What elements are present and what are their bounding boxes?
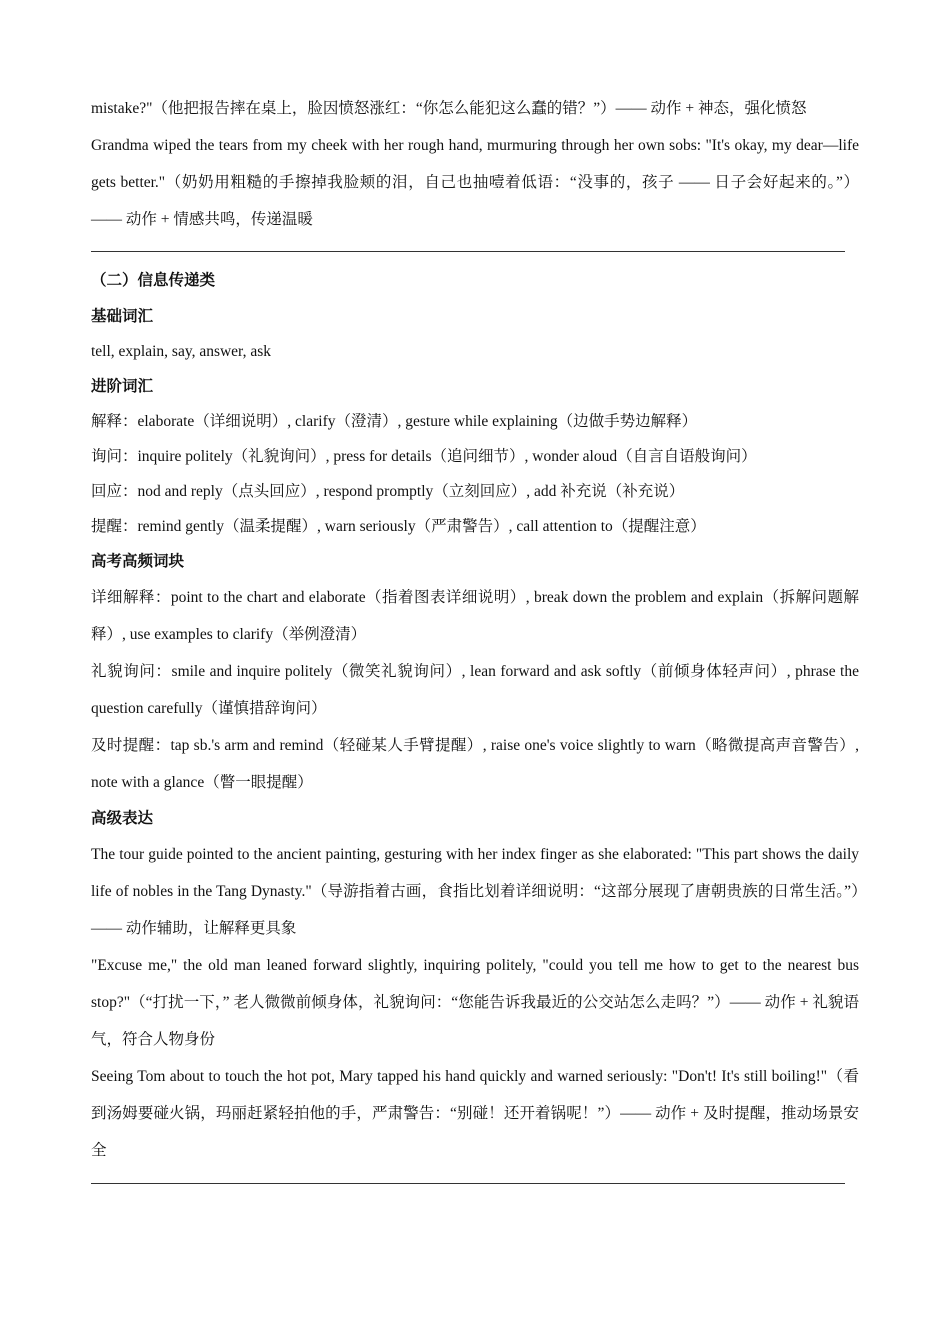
section-title: （二）信息传递类 — [91, 272, 216, 289]
paragraph-anger-example: mistake?"（他把报告摔在桌上，脸因愤怒涨红：“你怎么能犯这么蠢的错？”）—— 动作 + 神态，强化愤怒 — [91, 100, 807, 117]
basic-vocab-list: tell, explain, say, answer, ask — [91, 343, 272, 360]
expression-tour-guide: The tour guide pointed to the ancient painting, gesturing with her index finger as she elaborated: "This part shows the daily life of nobles in the Tang Dynasty."（导游指着古画，食指比划着详细说明：“这部分展现了唐朝贵族的日常生活。”）—— 动作辅助，让解释更具象 — [91, 846, 859, 937]
section-divider-bottom — [91, 1183, 845, 1184]
advanced-vocab-remind: 提醒：remind gently（温柔提醒）, warn seriously（严肃警告）, call attention to（提醒注意） — [91, 518, 706, 535]
basic-vocab-heading: 基础词汇 — [91, 308, 154, 325]
chunks-heading: 高考高频词块 — [91, 553, 185, 570]
section-divider — [91, 251, 845, 252]
paragraph-grandma-example: Grandma wiped the tears from my cheek with her rough hand, murmuring through her own sobs: "It's okay, my dear—life gets better."（奶奶用粗糙的手擦掉我脸颊的泪，自己也抽噎着低语：“没事的，孩子 —— 日子会好起来的。”）—— 动作 + 情感共鸣，传递温暖 — [91, 137, 859, 228]
advanced-vocab-explain: 解释：elaborate（详细说明）, clarify（澄清）, gesture while explaining（边做手势边解释） — [91, 413, 698, 430]
advanced-vocab-respond: 回应：nod and reply（点头回应）, respond promptly（立刻回应）, add 补充说（补充说） — [91, 483, 685, 500]
advanced-vocab-inquire: 询问：inquire politely（礼貌询问）, press for details（追问细节）, wonder aloud（自言自语般询问） — [91, 448, 757, 465]
advanced-vocab-heading: 进阶词汇 — [91, 378, 154, 395]
chunk-inquire: 礼貌询问：smile and inquire politely（微笑礼貌询问）, lean forward and ask softly（前倾身体轻声问）, phrase the question carefully（谨慎措辞询问） — [91, 663, 859, 717]
advanced-expression-heading: 高级表达 — [91, 810, 154, 827]
document-page — [91, 90, 859, 1184]
expression-mary: Seeing Tom about to touch the hot pot, Mary tapped his hand quickly and warned seriously: "Don't! It's still boiling!"（看到汤姆要碰火锅，玛丽赶紧轻拍他的手，严肃警告：“别碰！还开着锅呢！”）—— 动作 + 及时提醒，推动场景安全 — [91, 1068, 859, 1159]
expression-old-man: "Excuse me," the old man leaned forward slightly, inquiring politely, "could you tell me how to get to the nearest bus stop?"（“打扰一下，” 老人微微前倾身体，礼貌询问：“您能告诉我最近的公交站怎么走吗？”）—— 动作 + 礼貌语气，符合人物身份 — [91, 957, 859, 1048]
chunk-explain: 详细解释：point to the chart and elaborate（指着图表详细说明）, break down the problem and explain（拆解问题解释）, use examples to clarify（举例澄清） — [91, 589, 859, 643]
chunk-remind: 及时提醒：tap sb.'s arm and remind（轻碰某人手臂提醒）, raise one's voice slightly to warn（略微提高声音警告）, note with a glance（瞥一眼提醒） — [91, 737, 859, 791]
